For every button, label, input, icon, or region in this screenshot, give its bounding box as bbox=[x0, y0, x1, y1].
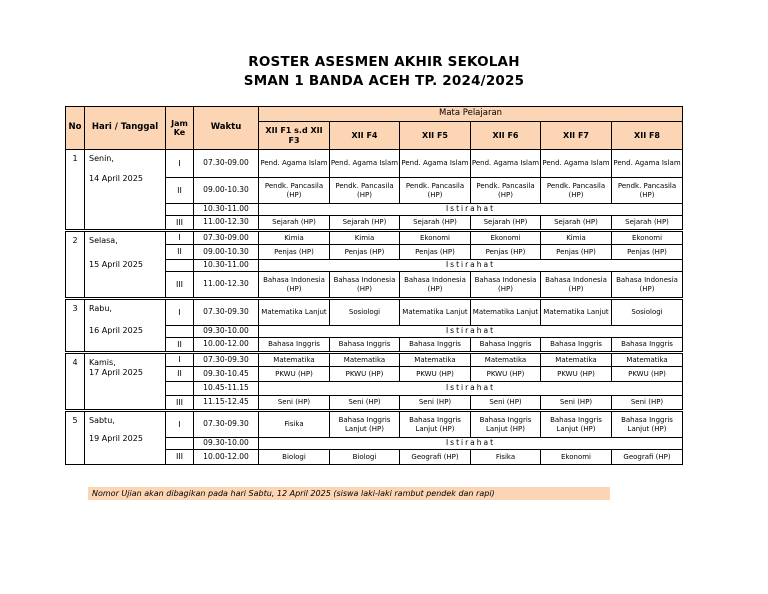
day-name: Selasa, bbox=[89, 236, 118, 245]
day-date: 14 April 2025 bbox=[89, 174, 143, 183]
header-hari-tanggal: Hari / Tanggal bbox=[85, 107, 166, 150]
day-number: 5 bbox=[66, 411, 85, 465]
day-date: 16 April 2025 bbox=[89, 326, 143, 335]
subject-cell: Penjas (HP) bbox=[259, 245, 330, 260]
subject-cell: PKWU (HP) bbox=[612, 367, 683, 382]
subject-cell: Sejarah (HP) bbox=[541, 216, 612, 231]
day-cell bbox=[85, 411, 166, 465]
subject-cell: Matematika Lanjut bbox=[400, 299, 471, 326]
time-slot: 11.00-12.30 bbox=[194, 216, 259, 231]
subject-cell: PKWU (HP) bbox=[400, 367, 471, 382]
day-number: 2 bbox=[66, 231, 85, 299]
time-slot: 10.30-11.00 bbox=[194, 260, 259, 272]
subject-cell: Bahasa Inggris bbox=[259, 338, 330, 353]
jam-ke: I bbox=[166, 231, 194, 245]
jam-ke bbox=[166, 326, 194, 338]
jam-ke: III bbox=[166, 272, 194, 299]
subject-cell: Bahasa Inggris bbox=[400, 338, 471, 353]
document-subtitle: SMAN 1 BANDA ACEH TP. 2024/2025 bbox=[243, 73, 525, 89]
table-row bbox=[66, 299, 683, 326]
subject-cell: Fisika bbox=[471, 450, 541, 465]
exam-note: Nomor Ujian akan dibagikan pada hari Sabtu, 12 April 2025 (siswa laki-laki rambut pendek dan rapi) bbox=[88, 487, 610, 500]
subject-cell: Bahasa Indonesia (HP) bbox=[330, 272, 400, 299]
subject-cell: Penjas (HP) bbox=[400, 245, 471, 260]
subject-cell: PKWU (HP) bbox=[259, 367, 330, 382]
subject-cell: Pend. Agama Islam bbox=[259, 150, 330, 178]
subject-cell: Bahasa Inggris Lanjut (HP) bbox=[471, 411, 541, 438]
subject-cell: Geografi (HP) bbox=[400, 450, 471, 465]
header-class: XII F8 bbox=[612, 122, 683, 150]
time-slot: 09.00-10.30 bbox=[194, 245, 259, 260]
subject-cell: Bahasa Inggris Lanjut (HP) bbox=[400, 411, 471, 438]
break-cell: Istirahat bbox=[259, 204, 683, 216]
jam-ke: I bbox=[166, 150, 194, 178]
day-name: Rabu, bbox=[89, 304, 112, 313]
jam-ke: I bbox=[166, 299, 194, 326]
day-cell bbox=[85, 299, 166, 353]
time-slot: 10.30-11.00 bbox=[194, 204, 259, 216]
day-number: 1 bbox=[66, 150, 85, 231]
subject-cell: Matematika bbox=[471, 353, 541, 367]
day-name: Sabtu, bbox=[89, 416, 115, 425]
subject-cell: Matematika Lanjut bbox=[471, 299, 541, 326]
document-title: ROSTER ASESMEN AKHIR SEKOLAH bbox=[248, 54, 520, 70]
jam-ke: I bbox=[166, 353, 194, 367]
jam-ke: III bbox=[166, 396, 194, 411]
time-slot: 11.00-12.30 bbox=[194, 272, 259, 299]
subject-cell: Pendk. Pancasila (HP) bbox=[541, 178, 612, 204]
header-class: XII F1 s.d XII F3 bbox=[259, 122, 330, 150]
jam-ke bbox=[166, 438, 194, 450]
jam-ke: III bbox=[166, 450, 194, 465]
subject-cell: Seni (HP) bbox=[400, 396, 471, 411]
subject-cell: Penjas (HP) bbox=[612, 245, 683, 260]
subject-cell: Sejarah (HP) bbox=[259, 216, 330, 231]
table-row bbox=[66, 353, 683, 367]
subject-cell: Seni (HP) bbox=[541, 396, 612, 411]
subject-cell: Bahasa Indonesia (HP) bbox=[259, 272, 330, 299]
subject-cell: Fisika bbox=[259, 411, 330, 438]
subject-cell: Pendk. Pancasila (HP) bbox=[259, 178, 330, 204]
subject-cell: Matematika bbox=[259, 353, 330, 367]
day-cell bbox=[85, 353, 166, 411]
jam-ke: II bbox=[166, 245, 194, 260]
jam-ke: III bbox=[166, 216, 194, 231]
subject-cell: Kimia bbox=[541, 231, 612, 245]
subject-cell: Matematika Lanjut bbox=[259, 299, 330, 326]
day-cell bbox=[85, 150, 166, 231]
jam-ke: II bbox=[166, 178, 194, 204]
subject-cell: Penjas (HP) bbox=[330, 245, 400, 260]
time-slot: 07.30-09.00 bbox=[194, 150, 259, 178]
subject-cell: Pend. Agama Islam bbox=[330, 150, 400, 178]
subject-cell: Bahasa Inggris bbox=[541, 338, 612, 353]
subject-cell: Ekonomi bbox=[400, 231, 471, 245]
day-date: 15 April 2025 bbox=[89, 260, 143, 269]
exam-schedule-table bbox=[65, 106, 683, 465]
subject-cell: Kimia bbox=[330, 231, 400, 245]
subject-cell: Kimia bbox=[259, 231, 330, 245]
subject-cell: Ekonomi bbox=[612, 231, 683, 245]
day-cell bbox=[85, 231, 166, 299]
subject-cell: Seni (HP) bbox=[330, 396, 400, 411]
subject-cell: Bahasa Indonesia (HP) bbox=[612, 272, 683, 299]
subject-cell: Penjas (HP) bbox=[471, 245, 541, 260]
time-slot: 11.15-12.45 bbox=[194, 396, 259, 411]
time-slot: 09.30-10.45 bbox=[194, 367, 259, 382]
jam-ke bbox=[166, 204, 194, 216]
jam-ke: I bbox=[166, 411, 194, 438]
table-row bbox=[66, 411, 683, 438]
subject-cell: Seni (HP) bbox=[612, 396, 683, 411]
subject-cell: Matematika bbox=[541, 353, 612, 367]
day-date: 17 April 2025 bbox=[89, 368, 143, 377]
subject-cell: Bahasa Inggris bbox=[471, 338, 541, 353]
subject-cell: Bahasa Indonesia (HP) bbox=[400, 272, 471, 299]
break-cell: Istirahat bbox=[259, 260, 683, 272]
header-class: XII F5 bbox=[400, 122, 471, 150]
subject-cell: Seni (HP) bbox=[471, 396, 541, 411]
header-class: XII F6 bbox=[471, 122, 541, 150]
subject-cell: Pendk. Pancasila (HP) bbox=[612, 178, 683, 204]
subject-cell: Bahasa Indonesia (HP) bbox=[471, 272, 541, 299]
subject-cell: PKWU (HP) bbox=[541, 367, 612, 382]
subject-cell: Bahasa Indonesia (HP) bbox=[541, 272, 612, 299]
subject-cell: PKWU (HP) bbox=[330, 367, 400, 382]
day-name: Kamis, bbox=[89, 358, 116, 367]
schedule-body bbox=[66, 150, 683, 465]
time-slot: 07.30-09.30 bbox=[194, 299, 259, 326]
subject-cell: Pendk. Pancasila (HP) bbox=[400, 178, 471, 204]
subject-cell: Ekonomi bbox=[541, 450, 612, 465]
subject-cell: Matematika bbox=[330, 353, 400, 367]
header-mata-pelajaran: Mata Pelajaran bbox=[259, 107, 683, 122]
jam-ke bbox=[166, 382, 194, 396]
time-slot: 10.00-12.00 bbox=[194, 338, 259, 353]
jam-ke bbox=[166, 260, 194, 272]
subject-cell: Pend. Agama Islam bbox=[400, 150, 471, 178]
time-slot: 09.30-10.00 bbox=[194, 326, 259, 338]
subject-cell: Bahasa Inggris Lanjut (HP) bbox=[541, 411, 612, 438]
time-slot: 07.30-09.30 bbox=[194, 353, 259, 367]
subject-cell: Bahasa Inggris bbox=[612, 338, 683, 353]
time-slot: 07.30-09.00 bbox=[194, 231, 259, 245]
break-cell: Istirahat bbox=[259, 326, 683, 338]
day-number: 3 bbox=[66, 299, 85, 353]
jam-ke: II bbox=[166, 367, 194, 382]
subject-cell: Seni (HP) bbox=[259, 396, 330, 411]
subject-cell: Biologi bbox=[259, 450, 330, 465]
subject-cell: Penjas (HP) bbox=[541, 245, 612, 260]
day-date: 19 April 2025 bbox=[89, 434, 143, 443]
subject-cell: Sejarah (HP) bbox=[400, 216, 471, 231]
jam-ke: II bbox=[166, 338, 194, 353]
header-no: No bbox=[66, 107, 85, 150]
subject-cell: Matematika bbox=[612, 353, 683, 367]
time-slot: 09.30-10.00 bbox=[194, 438, 259, 450]
header-class: XII F4 bbox=[330, 122, 400, 150]
subject-cell: Sejarah (HP) bbox=[330, 216, 400, 231]
subject-cell: Sosiologi bbox=[612, 299, 683, 326]
subject-cell: Bahasa Inggris bbox=[330, 338, 400, 353]
subject-cell: Pend. Agama Islam bbox=[612, 150, 683, 178]
table-row bbox=[66, 231, 683, 245]
subject-cell: Bahasa Inggris Lanjut (HP) bbox=[612, 411, 683, 438]
time-slot: 10.00-12.00 bbox=[194, 450, 259, 465]
subject-cell: PKWU (HP) bbox=[471, 367, 541, 382]
subject-cell: Matematika bbox=[400, 353, 471, 367]
subject-cell: Geografi (HP) bbox=[612, 450, 683, 465]
break-cell: Istirahat bbox=[259, 382, 683, 396]
header-jam-ke: Jam Ke bbox=[166, 107, 194, 150]
subject-cell: Sosiologi bbox=[330, 299, 400, 326]
time-slot: 09.00-10.30 bbox=[194, 178, 259, 204]
time-slot: 10.45-11.15 bbox=[194, 382, 259, 396]
subject-cell: Pendk. Pancasila (HP) bbox=[471, 178, 541, 204]
subject-cell: Biologi bbox=[330, 450, 400, 465]
header-waktu: Waktu bbox=[194, 107, 259, 150]
subject-cell: Sejarah (HP) bbox=[471, 216, 541, 231]
header-class: XII F7 bbox=[541, 122, 612, 150]
subject-cell: Ekonomi bbox=[471, 231, 541, 245]
time-slot: 07.30-09.30 bbox=[194, 411, 259, 438]
subject-cell: Bahasa Inggris Lanjut (HP) bbox=[330, 411, 400, 438]
subject-cell: Sejarah (HP) bbox=[612, 216, 683, 231]
subject-cell: Pend. Agama Islam bbox=[471, 150, 541, 178]
table-row bbox=[66, 150, 683, 178]
subject-cell: Pend. Agama Islam bbox=[541, 150, 612, 178]
break-cell: Istirahat bbox=[259, 438, 683, 450]
day-name: Senin, bbox=[89, 154, 114, 163]
subject-cell: Pendk. Pancasila (HP) bbox=[330, 178, 400, 204]
day-number: 4 bbox=[66, 353, 85, 411]
subject-cell: Matematika Lanjut bbox=[541, 299, 612, 326]
